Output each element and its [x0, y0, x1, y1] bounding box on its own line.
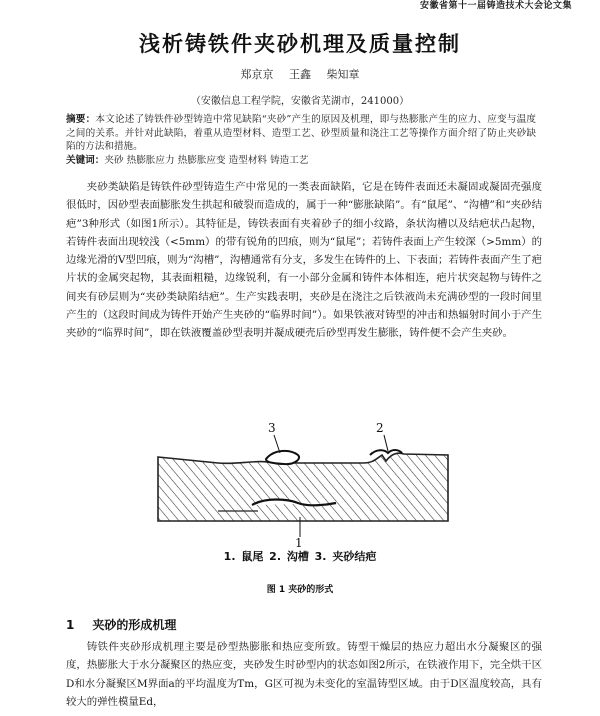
leader-line-2	[384, 435, 388, 451]
surface-defect-scab	[266, 451, 299, 464]
abstract	[66, 113, 536, 154]
keywords-label: 关键词：	[66, 155, 105, 166]
author-name: 王鑫	[289, 68, 311, 81]
paper-title: 浅析铸铁件夹砂机理及质量控制	[139, 32, 461, 56]
intro-paragraph: 夹砂类缺陷是铸铁件砂型铸造生产中常见的一类表面缺陷，它是在铸件表面还未凝固或凝固壳强度很低时，因砂型表面膨胀发生拱起和破裂而造成的，属于一种“膨胀缺陷”。有“鼠尾”、“沟槽”和“夹砂结疤”3种形式（如图1所示）。其特征是，铸铁表面有夹着砂子的细小纹路，条状沟槽以及结疤状凸起物，若铸件表面出现较浅（<5mm）的带有锐角的凹痕，则为“鼠尾”；若铸件表面上产生较深（>5mm）的边缘光滑的V型凹痕，则为“沟槽”，沟槽通常有分支，多发生在铸件的上、下表面；若铸件表面产生了疤片状的金属突起物，其表面粗糙，边缘锐利，有一小部分金属和铸件本体相连，疤片状突起物与铸件之间夹有砂层则为“夹砂类缺陷结疤”。生产实践表明，夹砂是在浇注之后铁液尚未充满砂型的一段时间里产生的（这段时间成为铸件开始产生夹砂的“临界时间”）。如果铁液对铸型的冲击和热辐射时间小于产生夹砂的“临界时间”，即在铁液覆盖砂型表明并凝成硬壳后砂型再发生膨胀，铸件便不会产生夹砂。	[66, 181, 542, 340]
section-number: 1	[66, 618, 75, 632]
author-name: 郑京京	[240, 68, 274, 81]
figure-caption: 图 1 夹砂的形式	[266, 585, 334, 595]
figure-legend: 1. 鼠尾 2. 沟槽 3. 夹砂结疤	[223, 550, 377, 563]
author-name: 柴知章	[326, 68, 360, 81]
section-paragraph: 铸铁件夹砂形成机理主要是砂型热膨胀和热应变所致。铸型干燥层的热应力超出水分凝聚区的强度，热膨胀大于水分凝聚区的热应变，夹砂发生时砂型内的状态如图2所示，在铁液作用下，完全烘干区D和水分凝聚区M界面a的平均温度为Tm，G区可视为未变化的室温铸型区域。由于D区温度较高，具有较大的弹性模量Ed，	[66, 641, 542, 708]
keywords-text: 夹砂 热膨胀应力 热膨胀应变 造型材料 铸造工艺	[104, 155, 309, 166]
leader-line-3	[274, 435, 280, 453]
section-heading	[66, 616, 176, 633]
callout-label-1: 1	[295, 536, 303, 549]
casting-top-surface	[158, 453, 448, 521]
abstract-text: 本文论述了铸铁件砂型铸造中常见缺陷“夹砂”产生的原因及机理，即与热膨胀产生的应力、应变与温度之间的关系。并针对此缺陷，着重从造型材料、造型工艺、砂型质量和浇注工艺等操作方面介绍了防止夹砂缺陷的方法和措施。	[66, 114, 537, 152]
callout-label-2: 2	[376, 421, 384, 435]
callout-label-3: 3	[268, 421, 276, 435]
keywords	[66, 154, 536, 167]
affiliation: （安徽信息工程学院，安徽省芜湖市，241000）	[190, 96, 410, 107]
abstract-label: 摘要：	[66, 114, 96, 125]
author-list	[0, 66, 600, 82]
defect-diagram	[148, 419, 460, 549]
running-header: 安徽省第十一届铸造技术大会论文集	[419, 1, 572, 11]
section-title: 夹砂的形成机理	[92, 618, 177, 632]
